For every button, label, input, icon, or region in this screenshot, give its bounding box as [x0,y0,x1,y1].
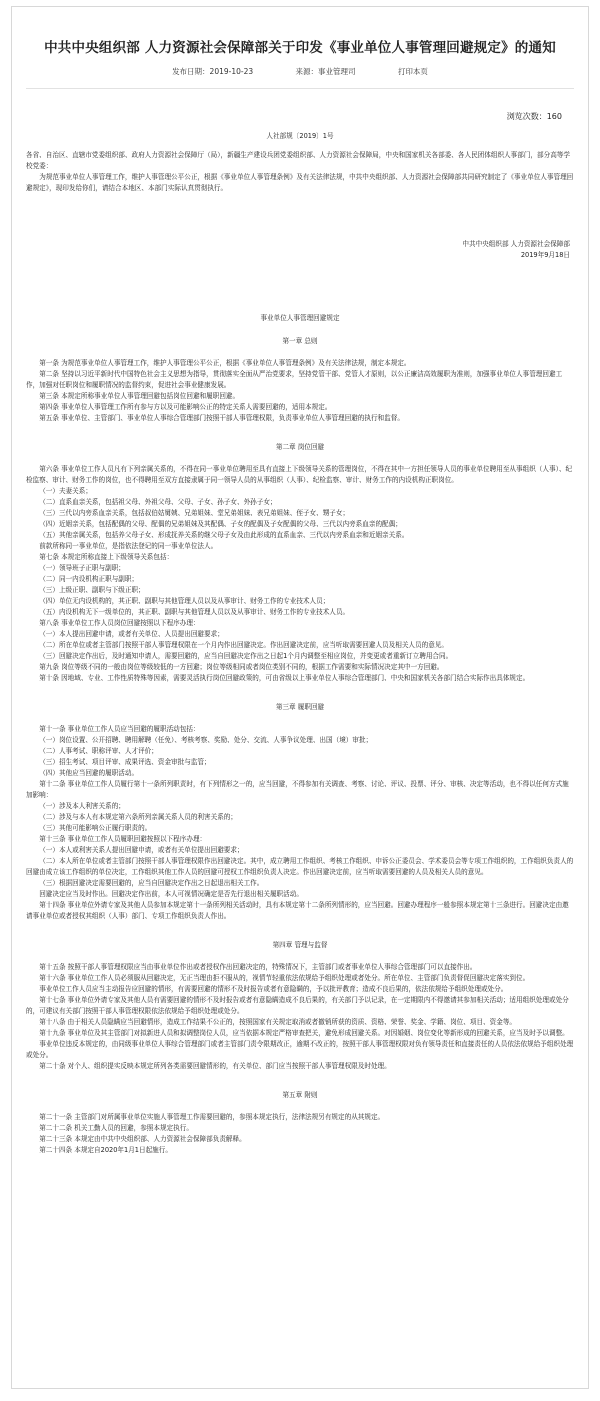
article-paragraph: （一）本人或利害关系人提出回避申请，或者有关单位提出回避要求； [39,846,244,854]
article-paragraph: 事业单位工作人员应当主动报告应回避的情形，有需要回避的情形不及时报告或者有意隐瞒的，予以批评教育；造成不良后果的，依法依规给予组织处理或处分。 [39,985,508,993]
notice-issuer: 中共中央组织部 人力资源社会保障部 [462,240,570,248]
article-paragraph: 第三条 本规定所称事业单位人事管理回避包括岗位回避和履职回避。 [39,392,240,400]
article-paragraph: （三）其他可能影响公正履行职责的。 [39,824,152,832]
chapter-4-body [26,962,574,1072]
chapter-1-body [26,358,574,424]
chapter-2-heading: 第二章 岗位回避 [275,443,325,451]
article-paragraph: 第十六条 事业单位工作人员必须服从回避决定，无正当理由拒不服从的，视情节轻重依法依规给予组织处理或者处分。所在单位、主管部门负责督促回避决定落实到位。 [39,974,530,982]
article-paragraph: （一）本人提出回避申请，或者有关单位、人员提出回避要求； [39,630,224,638]
chapter-2 [26,442,574,684]
article-paragraph: （一）岗位设置、公开招聘、聘用解聘（任免）、考核考察、奖励、处分、交流、人事争议处理、出国（境）审批； [39,736,373,744]
chapter-1 [26,336,574,424]
article-paragraph: 第十三条 事业单位工作人员履职回避按照以下程序办理： [39,835,207,843]
article-paragraph: （四）近姻亲关系，包括配偶的父母、配偶的兄弟姐妹及其配偶、子女的配偶及子女配偶的父母、三代以内旁系血亲的配偶； [39,520,402,528]
article-paragraph: 第二十条 对个人、组织提实反映本规定所列各类需要回避情形的，有关单位、部门应当按照干部人事管理权限及时处理。 [39,1062,391,1070]
article-paragraph: 第八条 事业单位工作人员岗位回避按照以下程序办理： [39,619,200,627]
article-paragraph: （三）回避决定作出后，及时通知申请人，需要回避的，应当自回避决定作出之日起1个月内调整至相应岗位，并变更或者重新订立聘用合同。 [39,652,453,660]
article-paragraph: （五）内设机构无下一级单位的，其正职、副职与其他管理人员以及从事审计、财务工作的专业技术人员。 [39,608,350,616]
regulation-title: 事业单位人事管理回避规定 [260,314,340,322]
article-paragraph: 第二十一条 主管部门对所属事业单位实施人事管理工作需要回避的，参照本规定执行，法律法规另有规定的从其规定。 [39,1113,385,1121]
article-paragraph: （二）涉及与本人有本规定第六条所列亲属关系人员的利害关系的； [39,813,237,821]
article-paragraph: （二）所在单位或者主管部门按照干部人事管理权限在一个月内作出回避决定。作出回避决定前，应当听取需要回避人员及相关人员的意见。 [39,641,448,649]
article-paragraph: 事业单位违反本规定的，由同级事业单位人事综合管理部门或者主管部门责令限期改正，逾期不改正的，按照干部人事管理权限对负有领导责任和直接责任的人员依法依规给予组织处理或处分。 [26,1040,574,1059]
article-source: 来源：事业管理司 [295,67,356,76]
chapter-4-heading: 第四章 管理与监督 [272,941,328,949]
article-meta [26,66,574,78]
doc-number: 人社部规〔2019〕1号 [266,132,334,140]
article-paragraph: 第二十二条 机关工勤人员的回避，参照本规定执行。 [39,1124,193,1132]
article-paragraph: （三）上级正职、副职与下级正职； [39,586,145,594]
chapter-5 [26,1090,574,1156]
article-paragraph: 第二十四条 本规定自2020年1月1日起施行。 [39,1146,172,1154]
publish-date: 发布日期：2019-10-23 [172,67,254,76]
article-paragraph: 第六条 事业单位工作人员凡有下列亲属关系的，不得在同一事业单位聘用至具有直接上下级领导关系的管理岗位，不得在其中一方担任领导人员的事业单位聘用至从事组织（人事）、纪检监察、审计、财务工作的岗位，也不得聘用至双方直接隶属于同一领导人员的从事组织（人事）、纪检监察、审计、财务工作的内设机构正职岗位。 [26,465,573,484]
chapter-3 [26,702,574,922]
article-paragraph: 第九条 岗位等级不同的一般由岗位等级较低的一方回避；岗位等级相同或者岗位类别不同的，根据工作需要和实际情况决定其中一方回避。 [39,663,444,671]
chapter-1-heading: 第一章 总则 [282,337,318,345]
article-paragraph: 第十七条 事业单位外请专家及其他人员有需要回避的情形不及时报告或者有意隐瞒造成不良后果的，有关部门予以记录，在一定期限内不得邀请其参加相关活动；适用组织处理或处分的，可建议有关部门按照干部人事管理权限依法依规给予组织处理或处分。 [26,996,569,1015]
article-paragraph: （二）本人所在单位或者主管部门按照干部人事管理权限作出回避决定。其中，成立聘用工作组织、考核工作组织、申诉公正委员会、学术委员会等专项工作组织的，工作组织负责人的回避由成立该工作组织的单位决定，工作组织其他工作人员的回避可授权工作组织负责人决定。作出回避决定前，应当听取需要回避的人员及相关人员的意见。 [26,857,574,876]
article-paragraph: 第十条 因地域、专业、工作性质特殊等因素，需要灵活执行岗位回避政策的，可由省级以上事业单位人事综合管理部门、中央和国家机关各部门结合实际作出具体规定。 [39,674,530,682]
article-paragraph: 前款所称同一事业单位，是指依法登记的同一事业单位法人。 [39,542,218,550]
article-paragraph: 第十四条 事业单位外请专家及其他人员参加本规定第十一条所列相关活动时，具有本规定第十二条所列情形的，应当回避。回避办理程序一般参照本规定第十三条进行。回避决定由邀请事业单位或者授权其组织（人事）部门、专项工作组织负责人作出。 [26,901,569,920]
article-paragraph: （五）其他亲属关系，包括养父母子女、形成抚养关系的继父母子女及由此形成的直系血亲、三代以内旁系血亲和近姻亲关系。 [39,531,409,539]
article-paragraph: 第十八条 由于相关人员隐瞒应当回避情形，造成工作结果不公正的，按照国家有关规定取消或者撤销所获的资质、资格、荣誉、奖金、学籍、岗位、项目、资金等。 [39,1018,517,1026]
article-paragraph: （三）三代以内旁系血亲关系，包括叔伯姑舅姨、兄弟姐妹、堂兄弟姐妹、表兄弟姐妹、侄子女、甥子女； [39,509,350,517]
article-paragraph: 回避决定应当及时作出。回避决定作出前，本人可视情况确定是否先行退出相关履职活动。 [39,890,303,898]
article-paragraph: 第二条 坚持以习近平新时代中国特色社会主义思想为指导，贯彻落实全面从严治党要求，坚持党管干部、党管人才原则，以公正廉洁高效履职为准则，加强事业单位人事管理回避工作，加强对任职岗位和履职情况的监督约束，促进社会事业健康发展。 [26,370,563,389]
notice-body: 为规范事业单位人事管理工作，维护人事管理公平公正，根据《事业单位人事管理条例》及有关法律法规，中共中央组织部、人力资源社会保障部共同研究制定了《事业单位人事管理回避规定》，现印发给你们，请结合本地区、本部门实际认真贯彻执行。 [26,173,574,192]
chapter-3-heading: 第三章 履职回避 [275,703,325,711]
article-paragraph: （二）人事考试、职称评审、人才评价； [39,747,158,755]
article-paragraph: 第四条 事业单位人事管理工作所有参与方以及可能影响公正的特定关系人需要回避的，适用本规定。 [39,403,332,411]
chapter-3-body [26,724,574,922]
article-paragraph: （一）领导班子正职与副职； [39,564,125,572]
article-paragraph: （二）直系血亲关系，包括祖父母、外祖父母、父母、子女、孙子女、外孙子女； [39,498,277,506]
chapter-5-heading: 第五章 附则 [282,1091,318,1099]
chapter-2-body [26,464,574,684]
article-paragraph: 第二十三条 本规定由中共中央组织部、人力资源社会保障部负责解释。 [39,1135,246,1143]
notice-date: 2019年9月18日 [520,251,570,259]
article-paragraph: 第十五条 按照干部人事管理权限应当由事业单位作出或者授权作出回避决定的，特殊情况下，主管部门或者事业单位人事综合管理部门可以直接作出。 [39,963,477,971]
article-paragraph: 第五条 事业单位、主管部门、事业单位人事综合管理部门按照干部人事管理权限，负责事业单位人事管理回避的执行和监督。 [39,414,404,422]
article-paragraph: （一）夫妻关系； [39,487,92,495]
article-paragraph: （二）同一内设机构正职与副职； [39,575,139,583]
chapter-5-body [26,1112,574,1156]
article-paragraph: 第十二条 事业单位工作人员履行第十一条所列职责时，有下列情形之一的，应当回避，不得参加有关调查、考察、讨论、评议、投票、评分、审核、决定等活动，也不得以任何方式施加影响： [26,780,569,799]
chapter-4 [26,940,574,1072]
title-divider [26,88,574,89]
article-paragraph: （一）涉及本人利害关系的； [39,802,125,810]
article-paragraph: 第一条 为规范事业单位人事管理工作，维护人事管理公平公正，根据《事业单位人事管理条例》及有关法律法规，制定本规定。 [39,359,411,367]
article-paragraph: （四）单位无内设机构的，其正职、副职与其他管理人员以及从事审计、财务工作的专业技术人员； [39,597,330,605]
article-paragraph: （三）根据回避决定需要回避的，应当自回避决定作出之日起退出相关工作。 [39,879,264,887]
article-page [11,6,589,1389]
print-page-link[interactable]: 打印本页 [397,67,428,76]
view-count: 浏览次数：160 [506,112,562,121]
article-paragraph: 第十九条 事业单位及其主管部门对拟新进人员和拟调整岗位人员，应当依据本规定严格审查把关，避免形成回避关系。对因婚姻、岗位变化等新形成的回避关系，应当及时予以调整。 [39,1029,569,1037]
article-paragraph: 第十一条 事业单位工作人员应当回避的履职活动包括： [39,725,200,733]
article-title: 中共中央组织部 人力资源社会保障部关于印发《事业单位人事管理回避规定》的通知 [44,40,556,56]
notice-recipients: 各省、自治区、直辖市党委组织部、政府人力资源社会保障厅（局），新疆生产建设兵团党委组织部、人力资源社会保障局，中央和国家机关各部委、各人民团体组织人事部门，部分高等学校党委： [26,151,570,170]
article-paragraph: （三）招生考试、项目评审、成果评选、资金审批与监管； [39,758,211,766]
article-paragraph: 第七条 本规定所称直接上下级领导关系包括： [39,553,174,561]
article-paragraph: （四）其他应当回避的履职活动。 [39,769,139,777]
